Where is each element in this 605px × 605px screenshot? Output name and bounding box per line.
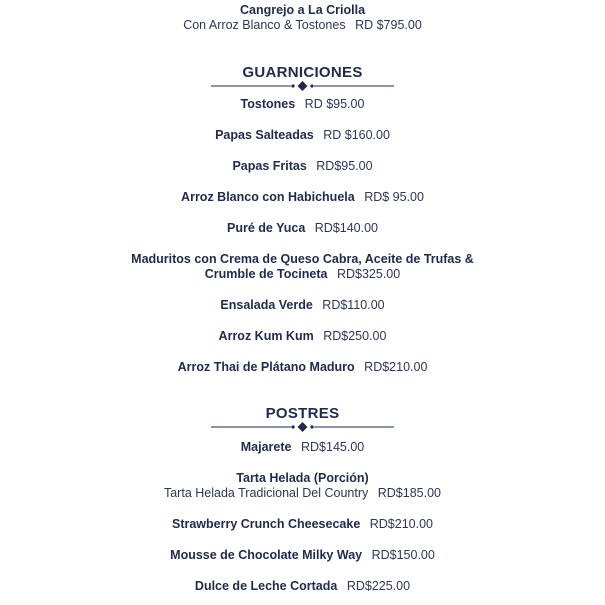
item-name: Cangrejo a La Criolla <box>239 3 366 17</box>
item-name: Arroz Blanco con Habichuela <box>181 190 355 204</box>
item-name: Arroz Kum Kum <box>218 329 314 343</box>
item-price: RD $95.00 <box>304 97 365 111</box>
section-divider <box>211 421 394 433</box>
item-name: Strawberry Crunch Cheesecake <box>171 517 361 531</box>
item-description: Con Arroz Blanco & Tostones <box>183 18 346 32</box>
item-name: Papas Salteadas <box>215 128 314 142</box>
item-name: Tarta Helada (Porción) <box>236 471 369 485</box>
section-title-postres: POSTRES <box>265 405 340 422</box>
item-price: RD$110.00 <box>322 298 385 312</box>
item-price: RD$150.00 <box>371 548 435 562</box>
menu-item <box>0 158 605 174</box>
menu-item <box>0 189 605 205</box>
item-price: RD$210.00 <box>364 360 428 374</box>
menu-item <box>0 220 605 236</box>
menu-item <box>0 328 605 344</box>
menu-item <box>0 359 605 375</box>
item-price: RD $795.00 <box>355 18 422 32</box>
item-name: Dulce de Leche Cortada <box>194 579 338 593</box>
item-price: RD$ 95.00 <box>364 190 424 204</box>
item-price: RD$325.00 <box>336 267 401 281</box>
menu-item-description <box>0 485 605 501</box>
item-price: RD$140.00 <box>314 221 379 235</box>
menu-item <box>0 439 605 455</box>
menu-item-cangrejo <box>0 2 605 18</box>
menu-item <box>0 96 605 112</box>
menu-item <box>0 297 605 313</box>
menu-item-cangrejo-desc <box>0 17 605 33</box>
menu-item <box>0 516 605 532</box>
menu-item <box>0 127 605 143</box>
section-divider <box>211 80 394 92</box>
item-price: RD$250.00 <box>323 329 387 343</box>
item-name: Ensalada Verde <box>220 298 313 312</box>
item-price: RD$95.00 <box>316 159 373 173</box>
item-price: RD $160.00 <box>323 128 390 142</box>
item-name: Arroz Thai de Plátano Maduro <box>177 360 355 374</box>
item-name: Papas Fritas <box>232 159 307 173</box>
menu-item <box>0 578 605 594</box>
item-name: Mousse de Chocolate Milky Way <box>170 548 363 562</box>
item-name: Tostones <box>240 97 296 111</box>
item-price: RD$225.00 <box>346 579 411 593</box>
item-name: Majarete <box>240 440 292 454</box>
menu-item <box>0 251 605 267</box>
item-description: Tarta Helada Tradicional Del Country <box>163 486 369 500</box>
item-price: RD$185.00 <box>377 486 441 500</box>
section-title-guarniciones: GUARNICIONES <box>242 64 363 81</box>
item-name-line1: Maduritos con Crema de Queso Cabra, Aceite de Trufas & <box>131 252 474 266</box>
item-price: RD$145.00 <box>300 440 365 454</box>
item-name-line2: Crumble de Tocineta <box>204 267 328 281</box>
item-name: Puré de Yuca <box>226 221 306 235</box>
menu-item-continued <box>0 266 605 282</box>
menu-item <box>0 470 605 486</box>
menu-item <box>0 547 605 563</box>
item-price: RD$210.00 <box>369 517 433 531</box>
